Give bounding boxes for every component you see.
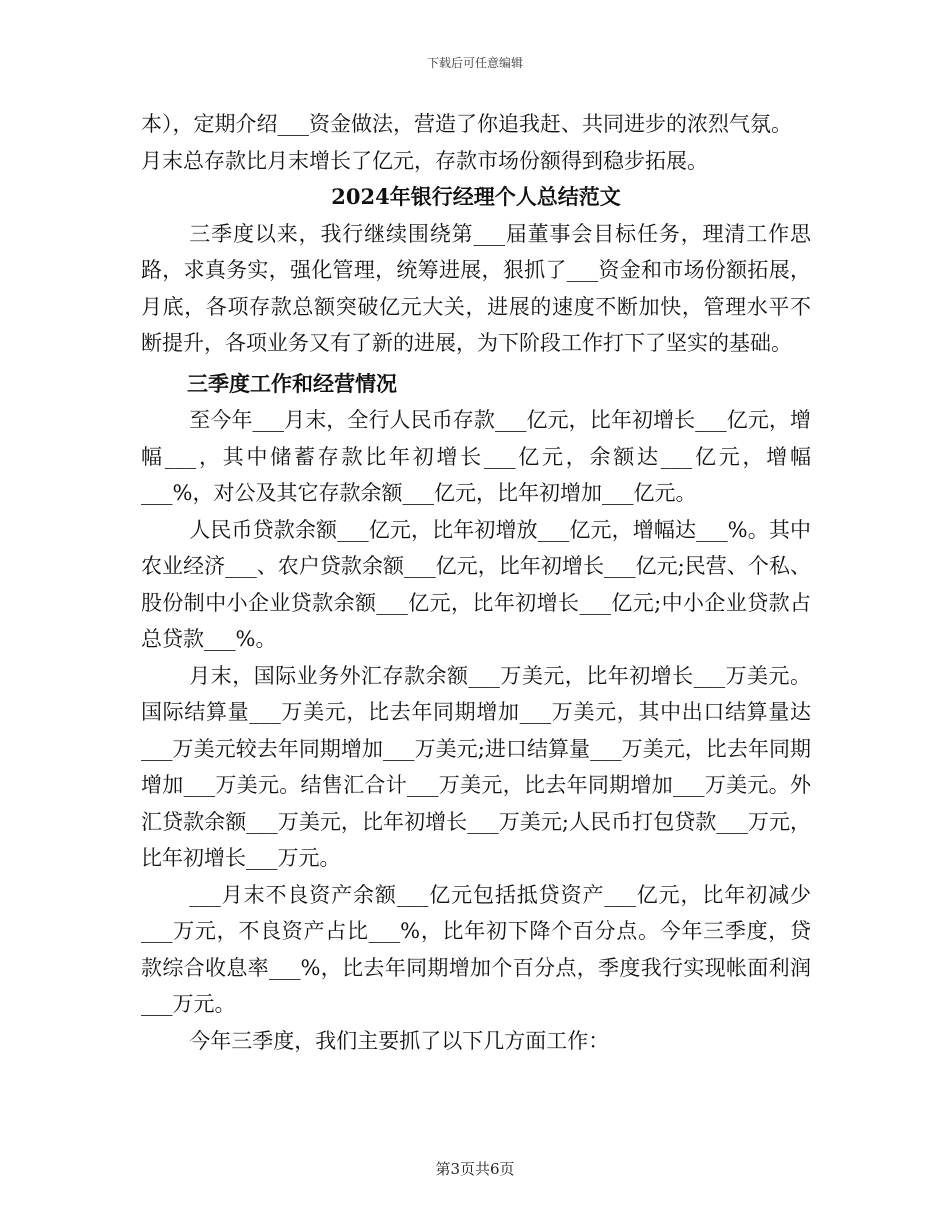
paragraph-nonperforming: ___月末不良资产余额___亿元包括抵贷资产___亿元，比年初减少___万元，不良资产占比___%，比年初下降个百分点。今年三季度，贷款综合收息率___%，比去年同期增加个百分点，季度我行实现帐面利润___万元。 bbox=[141, 882, 811, 1016]
page-footer: 第3页共6页 bbox=[435, 1160, 515, 1178]
paragraph-deposits: 至今年___月末，全行人民币存款___亿元，比年初增长___亿元，增幅___，其中储蓄存款比年初增长___亿元，余额达___亿元，增幅___%，对公及其它存款余额___亿元，比年初增加___亿元。 bbox=[141, 408, 811, 505]
document-title: 2024年银行经理个人总结范文 bbox=[331, 184, 621, 209]
intro-line-1: 本），定期介绍___资金做法，营造了你追我赶、共同进步的浓烈气氛。 bbox=[141, 112, 792, 136]
page-header: 下载后可任意编辑 bbox=[426, 56, 523, 70]
paragraph-international: 月末，国际业务外汇存款余额___万美元，比年初增长___万美元。国际结算量___万美元，比去年同期增加___万美元，其中出口结算量达___万美元较去年同期增加___万美元;进口结算量___万美元，比去年同期增加___万美元。结售汇合计___万美元，比去年同期增加___万美元。外汇贷款余额___万美元，比年初增长___万美元;人民币打包贷款___万元，比年初增长___万元。 bbox=[141, 663, 811, 870]
paragraph-overview: 三季度以来，我行继续围绕第___届董事会目标任务，理清工作思路，求真务实，强化管理，统筹进展，狠抓了___资金和市场份额拓展，月底，各项存款总额突破亿元大关，进展的速度不断加快，管理水平不断提升，各项业务又有了新的进展，为下阶段工作打下了坚实的基础。 bbox=[141, 221, 811, 355]
section-heading: 三季度工作和经营情况 bbox=[187, 370, 397, 396]
intro-line-2: 月末总存款比月末增长了亿元，存款市场份额得到稳步拓展。 bbox=[141, 148, 708, 173]
paragraph-loans: 人民币贷款余额___亿元，比年初增放___亿元，增幅达___%。其中农业经济___、农户贷款余额___亿元，比年初增长___亿元;民营、个私、股份制中小企业贷款余额___亿元，比年初增长___亿元;中小企业贷款占总贷款___%。 bbox=[141, 517, 811, 651]
paragraph-work-intro: 今年三季度，我们主要抓了以下几方面工作： bbox=[189, 1028, 610, 1053]
document-body bbox=[141, 106, 811, 1059]
